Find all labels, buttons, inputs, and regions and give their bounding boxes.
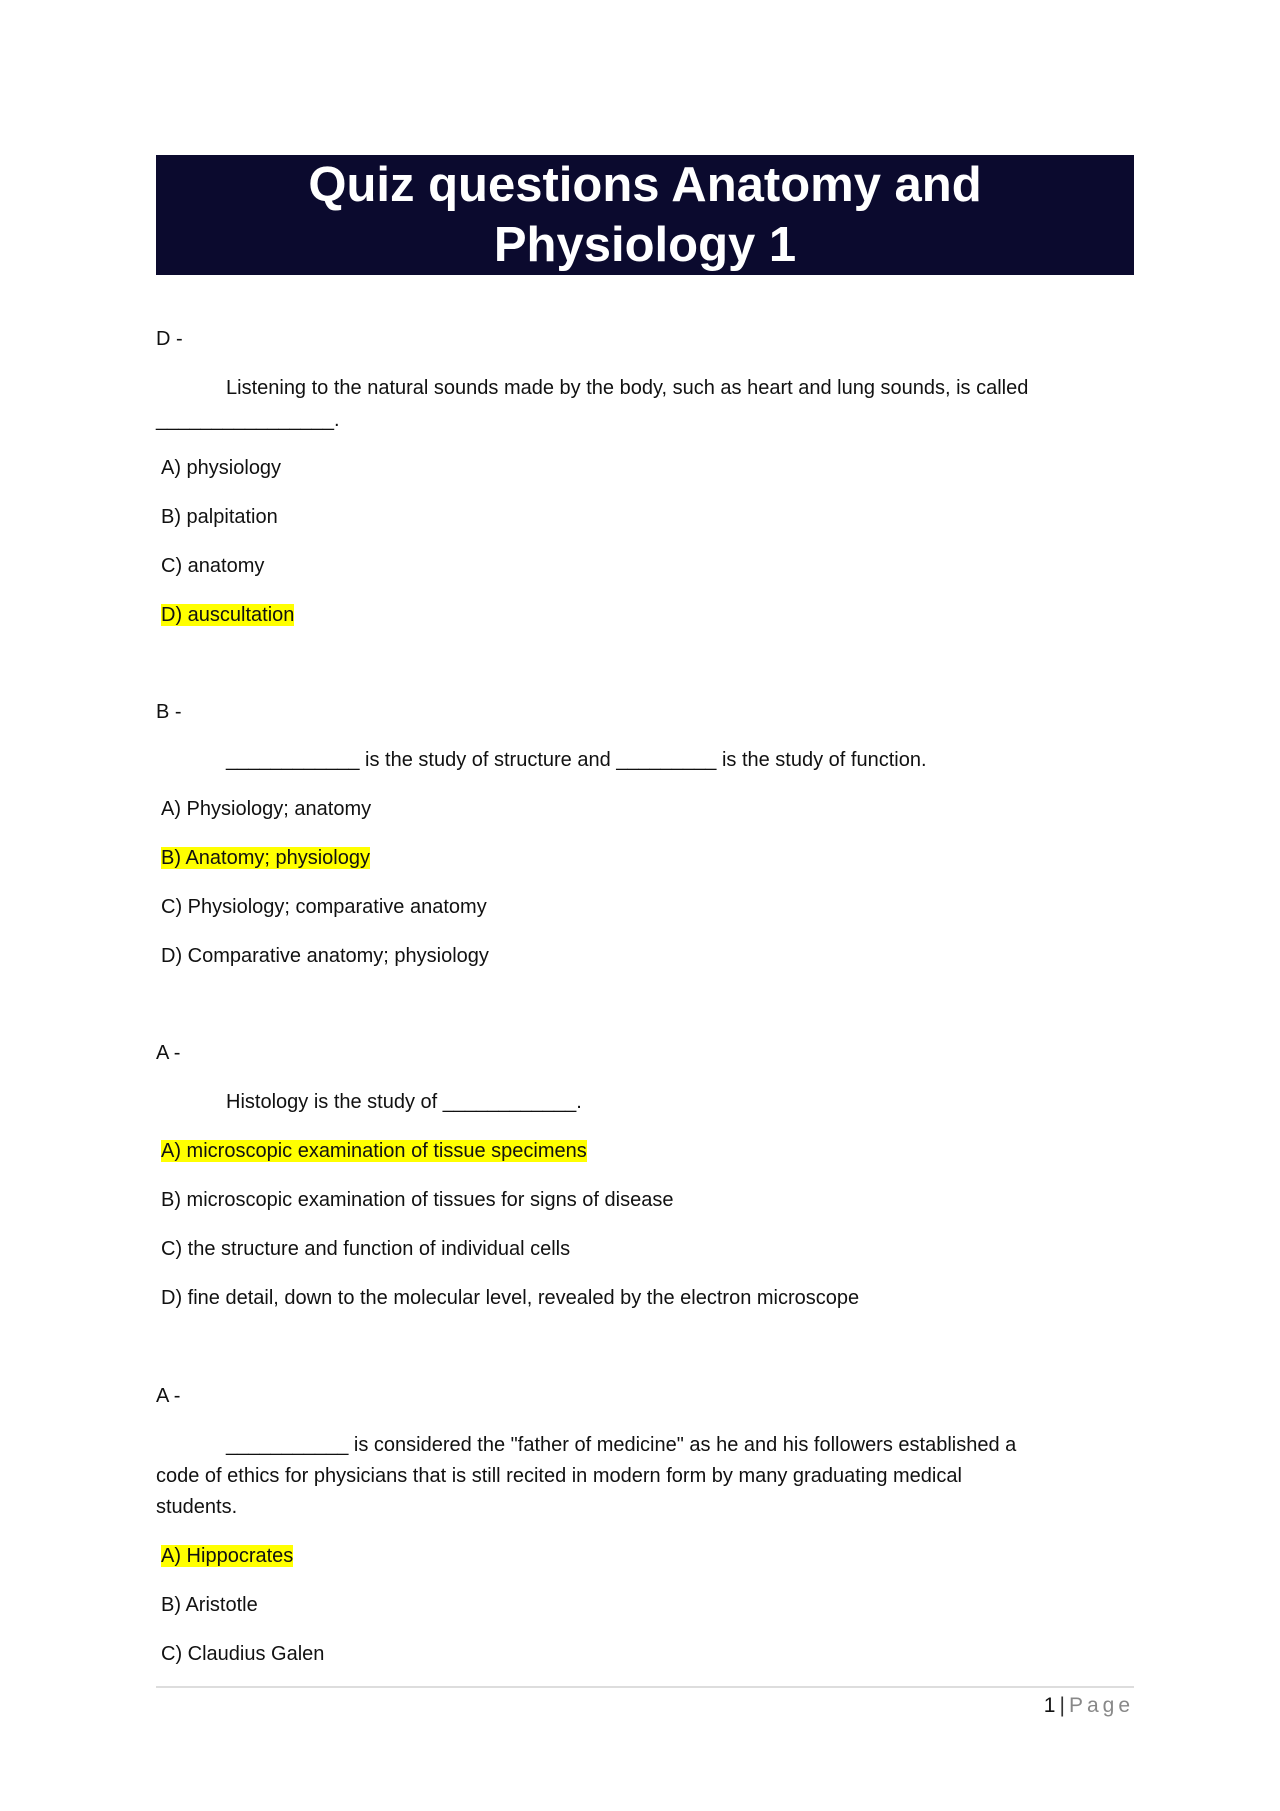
option-correct: A) Hippocrates bbox=[161, 1545, 294, 1567]
question-text-cont: ________________. bbox=[156, 409, 340, 431]
question-text: Histology is the study of ____________. bbox=[226, 1091, 582, 1113]
option: C) anatomy bbox=[161, 555, 265, 577]
option-correct: A) microscopic examination of tissue specimens bbox=[161, 1140, 587, 1162]
page-label: Page bbox=[1068, 1694, 1134, 1717]
option-correct: D) auscultation bbox=[161, 604, 295, 626]
question-text: ____________ is the study of structure and _________ is the study of function. bbox=[226, 749, 927, 771]
option: A) Physiology; anatomy bbox=[161, 798, 372, 820]
page-footer bbox=[1044, 1694, 1134, 1718]
title-banner bbox=[156, 155, 1134, 275]
question-text-cont: students. bbox=[156, 1496, 238, 1518]
title-line-1: Quiz questions Anatomy and bbox=[308, 158, 982, 212]
option-correct: B) Anatomy; physiology bbox=[161, 847, 370, 869]
question-text-cont: code of ethics for physicians that is still recited in modern form by many graduating medical bbox=[156, 1465, 962, 1487]
option: D) Comparative anatomy; physiology bbox=[161, 945, 489, 967]
page-number: 1 bbox=[1043, 1694, 1056, 1717]
answer-key: B - bbox=[156, 701, 182, 723]
footer-divider bbox=[156, 1686, 1134, 1688]
answer-key: D - bbox=[156, 328, 183, 350]
option: A) physiology bbox=[161, 457, 282, 479]
title-line-2: Physiology 1 bbox=[493, 218, 797, 272]
option: B) microscopic examination of tissues for signs of disease bbox=[161, 1189, 674, 1211]
option: D) fine detail, down to the molecular level, revealed by the electron microscope bbox=[161, 1287, 860, 1309]
option: B) palpitation bbox=[161, 506, 278, 528]
option: C) the structure and function of individual cells bbox=[161, 1238, 571, 1260]
question-text: ___________ is considered the "father of medicine" as he and his followers established a bbox=[226, 1434, 1017, 1456]
answer-key: A - bbox=[156, 1385, 181, 1407]
option: C) Claudius Galen bbox=[161, 1643, 325, 1665]
option: C) Physiology; comparative anatomy bbox=[161, 896, 487, 918]
option: B) Aristotle bbox=[161, 1594, 258, 1616]
question-text: Listening to the natural sounds made by the body, such as heart and lung sounds, is called bbox=[226, 377, 1029, 399]
page-separator: | bbox=[1059, 1694, 1065, 1717]
answer-key: A - bbox=[156, 1042, 181, 1064]
